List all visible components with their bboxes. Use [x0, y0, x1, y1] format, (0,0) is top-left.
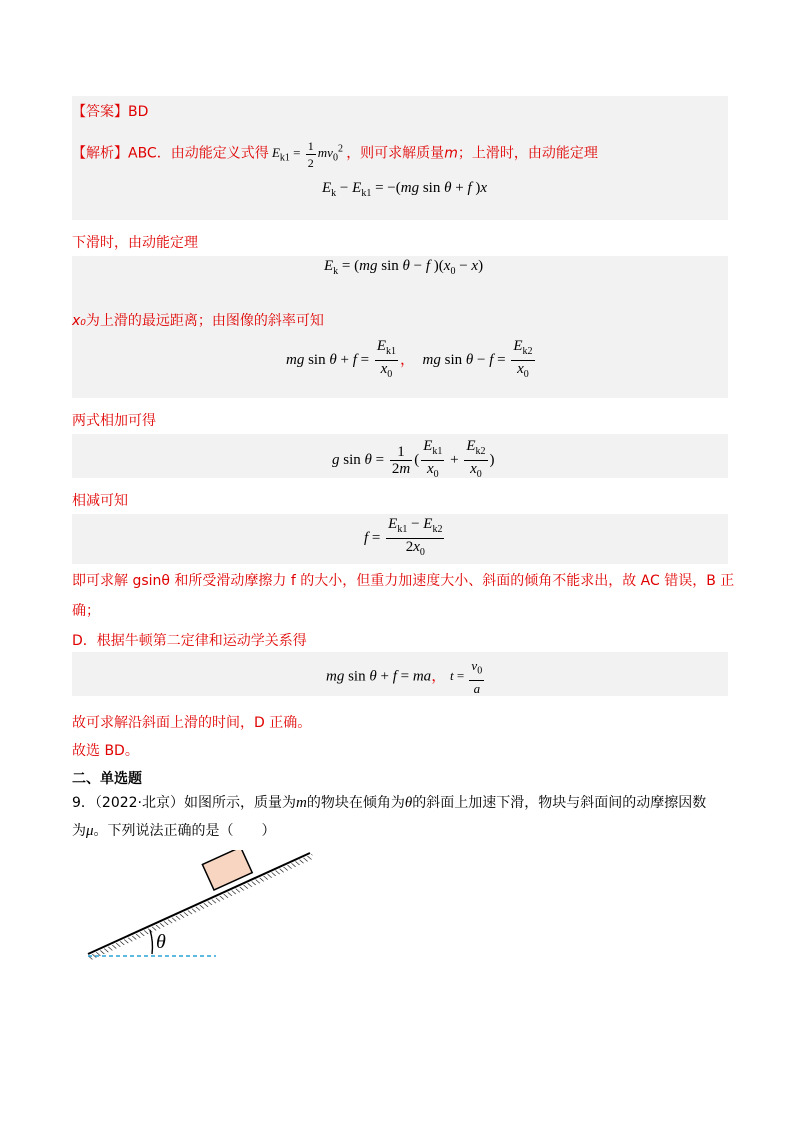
incline-figure: [80, 850, 320, 970]
x0-text: x₀为上滑的最远距离；由图像的斜率可知: [72, 313, 324, 329]
formula-sub: f = $\frac{E_{k1} - E_{k2}}{2x_0}$: [364, 516, 443, 558]
formula-newton: mg sin θ + f = ma， t = $\frac{v_0}{a}$: [326, 658, 483, 696]
answer-line: [72, 101, 148, 121]
block: [202, 850, 252, 890]
formula-up: $E_k - E_{k1} = -(mg$ sin θ + f )x: [322, 180, 488, 199]
slope-line: [88, 853, 310, 954]
formula-down: $E_k = (mg$ sin θ − f )$(x_0 - x)$: [324, 258, 484, 277]
analysis-intro: 【解析】ABC．由动能定义式得 $E_{k1}$ = $\frac{1}{2}$ $mv_0^2$ ，则可求解质量m；上滑时，由动能定理: [72, 139, 598, 170]
section-title: 二、单选题: [72, 771, 142, 787]
add-text: 两式相加可得: [72, 413, 156, 429]
conclusion-line2: 确；: [72, 603, 100, 619]
answer-value: BD: [128, 104, 149, 120]
formula-add: g sin θ = $\frac{1}{2m}$ ( $\frac{E_{k1}}{x_0}$ + $\frac{E_{k2}}{x_0}$ ): [332, 438, 495, 480]
ek1-formula: $E_{k1}$ = $\frac{1}{2}$ $mv_0^2$: [271, 139, 343, 170]
question-line2: 为μ。下列说法正确的是（ ）: [72, 823, 276, 839]
analysis-label: 【解析】: [72, 145, 128, 162]
formula-slopes: mg sin θ + f = $\frac{E_{k1}}{x_0}$ ， mg sin θ − f = $\frac{E_{k2}}{x_0}$: [286, 338, 533, 380]
angle-label: θ: [156, 931, 166, 953]
d-text: D．根据牛顿第二定律和运动学关系得: [72, 633, 307, 649]
answer-label: 【答案】: [72, 104, 128, 120]
conclusion-line1: 即可求解 gsinθ 和所受滑动摩擦力 f 的大小，但重力加速度大小、斜面的倾角不能求出，故 AC 错误，B 正: [72, 573, 735, 589]
angle-arc: [150, 930, 152, 954]
down-text: 下滑时，由动能定理: [72, 235, 198, 251]
question-line1: 9．（2022·北京）如图所示，质量为m的物块在倾角为θ的斜面上加速下滑，物块与斜面间的动摩擦因数: [72, 795, 707, 811]
final-answer: 故选 BD。: [72, 743, 139, 759]
sub-text: 相减可知: [72, 493, 128, 509]
d-conclusion: 故可求解沿斜面上滑的时间，D 正确。: [72, 715, 312, 731]
